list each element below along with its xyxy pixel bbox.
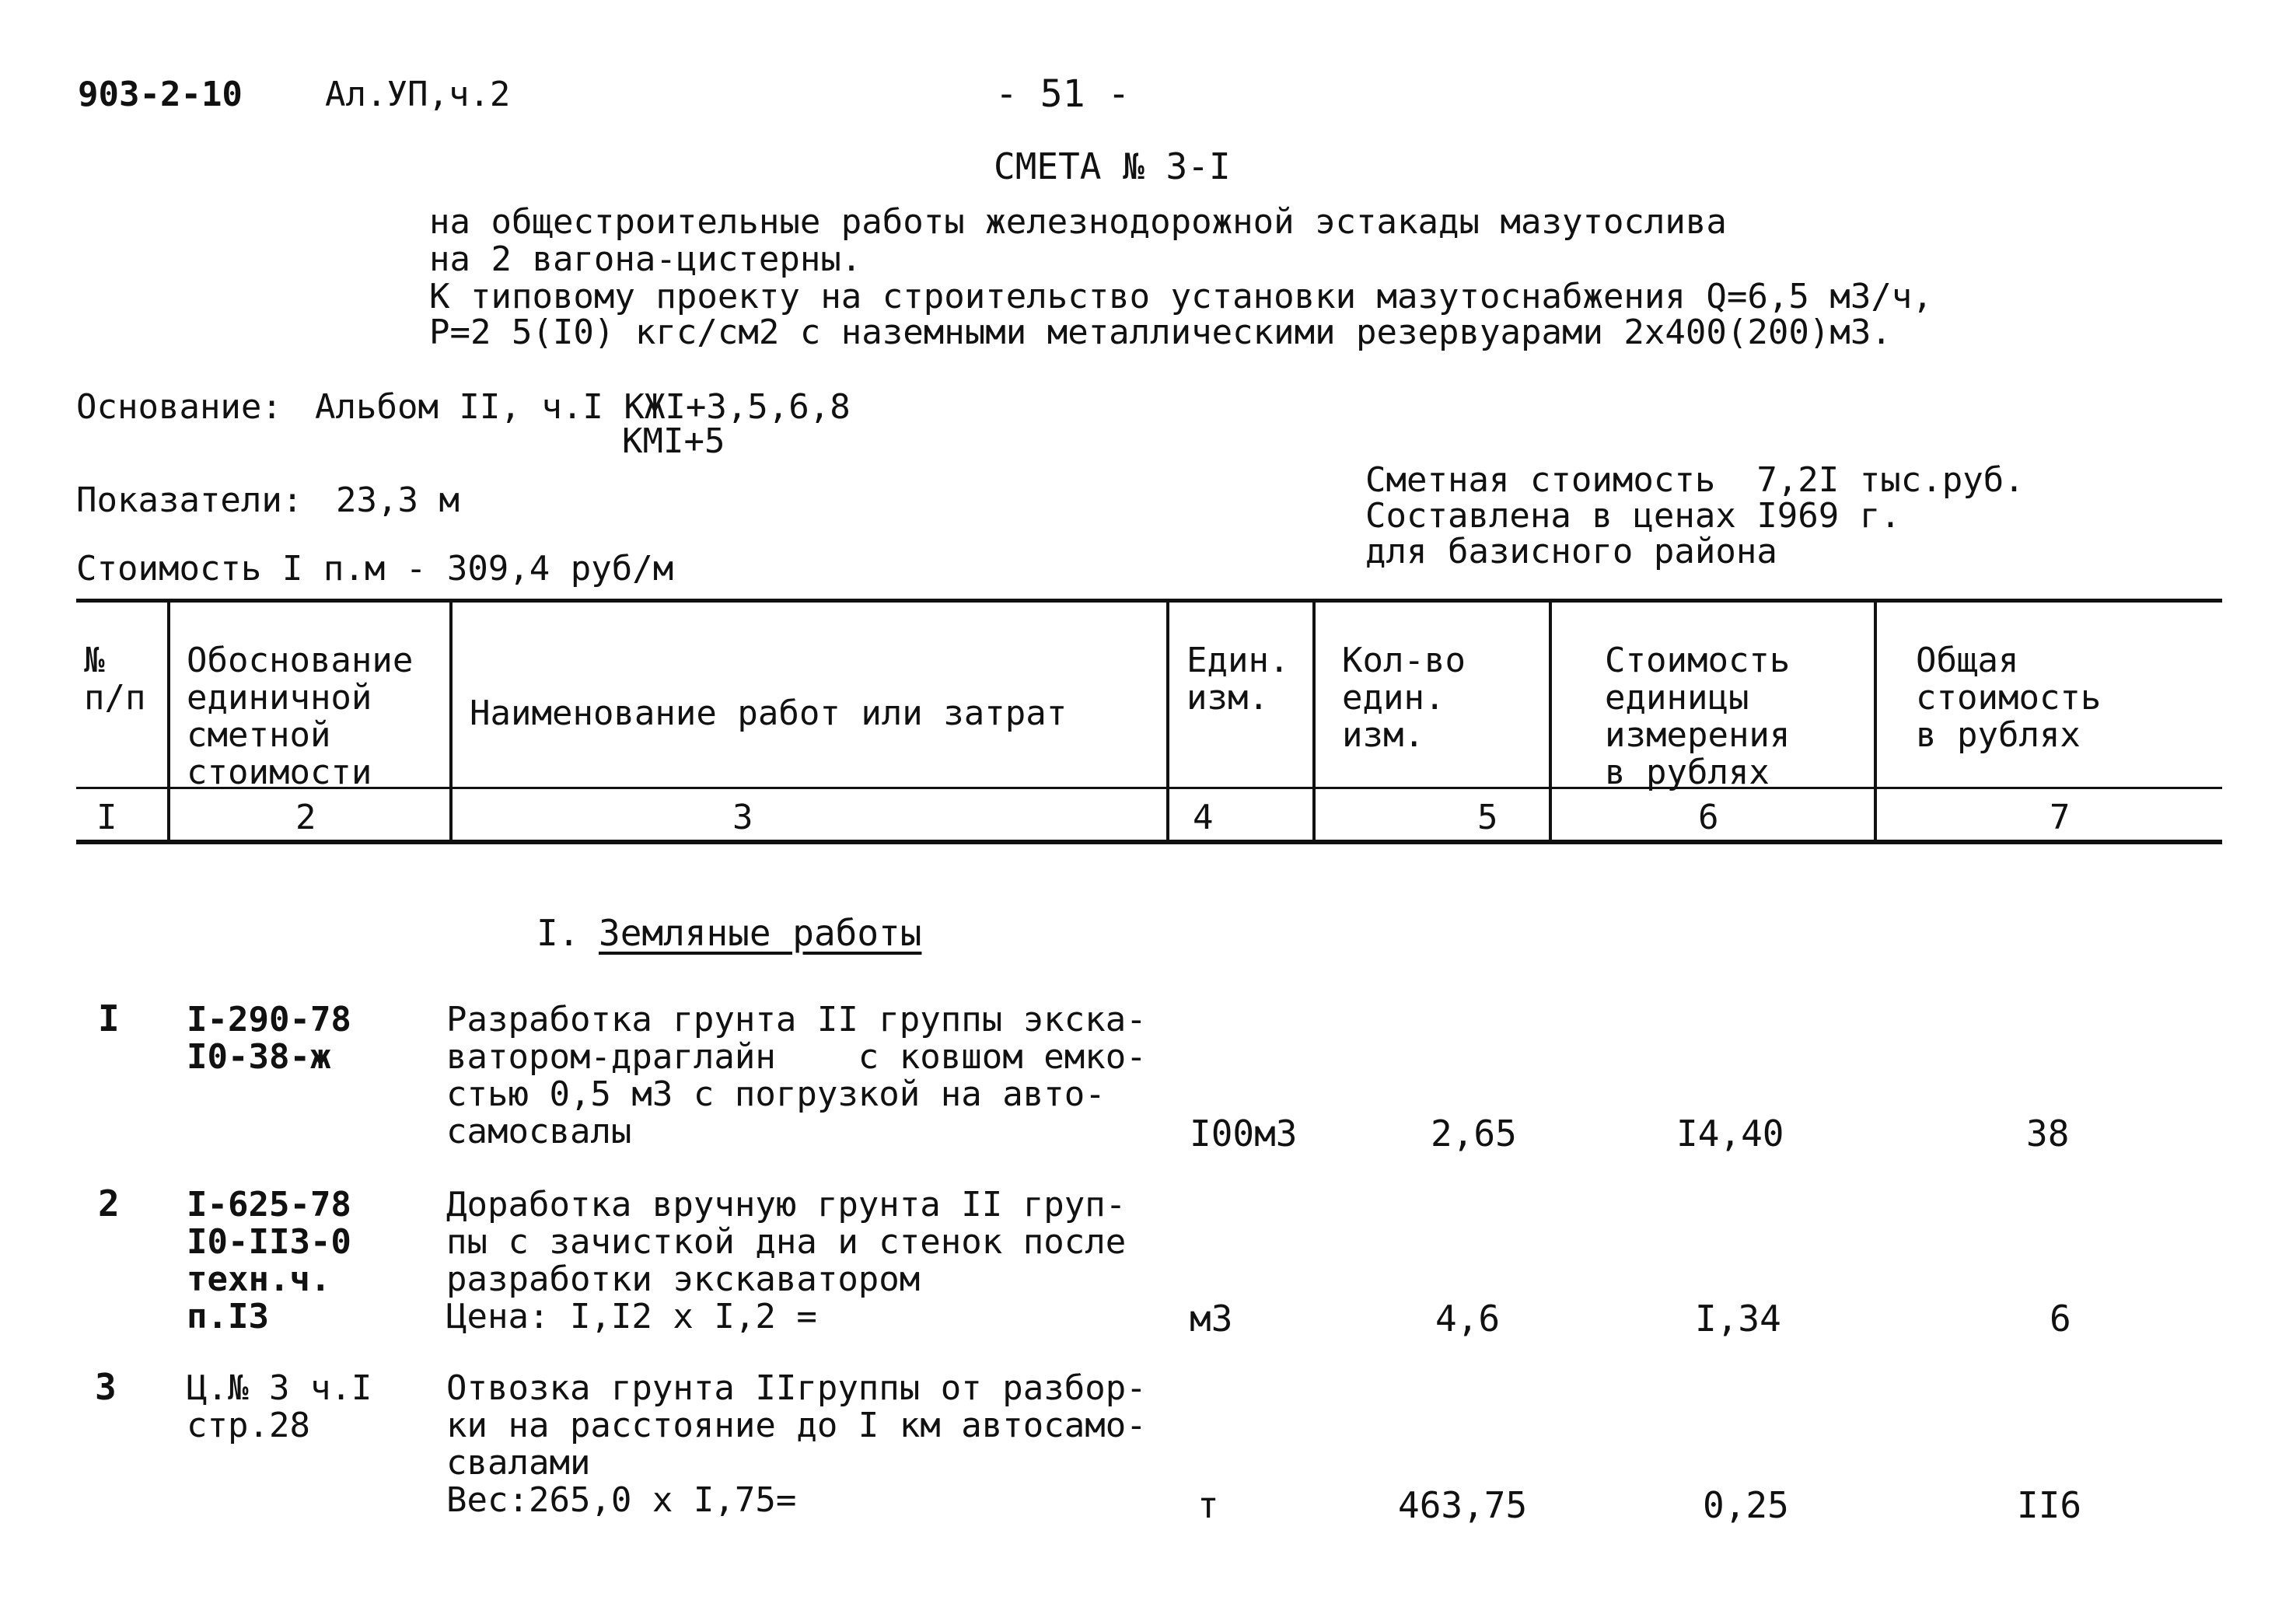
row-1-total: 38 [2026, 1113, 2070, 1155]
column-divider-3 [1166, 603, 1169, 844]
column-divider-1 [167, 603, 170, 844]
column-number-5: 5 [1477, 798, 1498, 837]
row-1-number: I [98, 997, 120, 1039]
header-unit-cost: Стоимость единицы измерения в рублях [1605, 641, 1791, 792]
row-3-number: 3 [95, 1366, 117, 1408]
indicators-label: Показатели: [76, 480, 303, 520]
indicators-value: 23,3 м [336, 480, 460, 520]
estimate-cost: Сметная стоимость 7,2I тыс.руб. [1365, 460, 2025, 500]
section-title: Земляные работы [599, 912, 922, 954]
row-2-basis: I-625-78 I0-II3-0 техн.ч. п.I3 [187, 1185, 351, 1336]
row-1-unit: I00м3 [1190, 1113, 1298, 1155]
row-1-unit-cost: I4,40 [1676, 1113, 1784, 1155]
column-divider-2 [449, 603, 453, 844]
row-2-unit: м3 [1190, 1298, 1233, 1340]
row-1-work-name: Разработка грунта II группы экска- ватором-драглайн с ковшом емко- стью 0,5 м3 с погрузкой на авто- самосвалы [446, 1000, 1147, 1151]
column-number-7: 7 [2050, 798, 2071, 837]
row-3-basis: Ц.№ 3 ч.I стр.28 [187, 1368, 372, 1445]
column-number-4: 4 [1193, 798, 1214, 837]
row-3-quantity: 463,75 [1398, 1484, 1528, 1526]
row-1-quantity: 2,65 [1431, 1113, 1517, 1155]
row-3-total: II6 [2017, 1484, 2082, 1526]
header-work-name: Наименование работ или затрат [470, 693, 1068, 733]
table-top-rule [76, 599, 2222, 603]
document-code: 903-2-10 [78, 75, 243, 114]
section-number: I. [536, 912, 580, 954]
basis-line-2: КМI+5 [622, 421, 725, 461]
title-line-4: Р=2 5(I0) кгс/см2 с наземными металлическими резервуарами 2х400(200)м3. [429, 313, 1892, 352]
row-2-unit-cost: I,34 [1695, 1298, 1781, 1340]
row-2-work-name: Доработка вручную грунта II груп- пы с зачисткой дна и стенок после разработки экскаватором Цена: I,I2 х I,2 = [446, 1185, 1127, 1336]
table-bottom-rule [76, 840, 2222, 844]
estimate-heading: СМЕТА № 3-I [994, 145, 1231, 187]
row-3-work-name: Отвозка грунта IIгруппы от разбор- ки на расстояние до I км автосамо- свалами Вес:265,0 х I,75= [446, 1368, 1147, 1520]
header-unit: Един. изм. [1186, 641, 1290, 718]
basis-line-1: Альбом II, ч.I КЖI+3,5,6,8 [315, 387, 851, 427]
unit-cost: Стоимость I п.м - 309,4 руб/м [76, 549, 674, 589]
header-basis: Обоснование единичной сметной стоимости [187, 641, 414, 792]
title-line-3: К типовому проекту на строительство установки мазутоснабжения Q=6,5 м3/ч, [429, 277, 1933, 316]
estimate-prices: Составлена в ценах I969 г. [1365, 496, 1901, 536]
page-number: - 51 - [995, 72, 1131, 116]
column-number-2: 2 [295, 798, 316, 837]
title-line-1: на общестроительные работы железнодорожной эстакады мазутослива [429, 202, 1727, 242]
row-2-quantity: 4,6 [1435, 1298, 1501, 1340]
row-3-unit-cost: 0,25 [1703, 1484, 1789, 1526]
estimate-region: для базисного района [1365, 532, 1777, 571]
album-reference: Ал.УП,ч.2 [325, 75, 511, 114]
column-divider-4 [1312, 603, 1316, 844]
basis-label: Основание: [76, 387, 282, 427]
header-quantity: Кол-во един. изм. [1342, 641, 1466, 755]
header-row-number: № п/п [84, 641, 146, 718]
header-total-cost: Общая стоимость в рублях [1916, 641, 2102, 755]
column-divider-5 [1549, 603, 1552, 844]
column-divider-6 [1874, 603, 1877, 844]
title-line-2: на 2 вагона-цистерны. [429, 239, 862, 279]
column-number-3: 3 [732, 798, 753, 837]
row-1-basis: I-290-78 I0-38-ж [187, 1000, 351, 1077]
column-number-1: I [96, 798, 117, 837]
row-3-unit: т [1197, 1484, 1219, 1526]
row-2-total: 6 [2050, 1298, 2071, 1340]
row-2-number: 2 [98, 1183, 120, 1224]
column-number-6: 6 [1698, 798, 1719, 837]
